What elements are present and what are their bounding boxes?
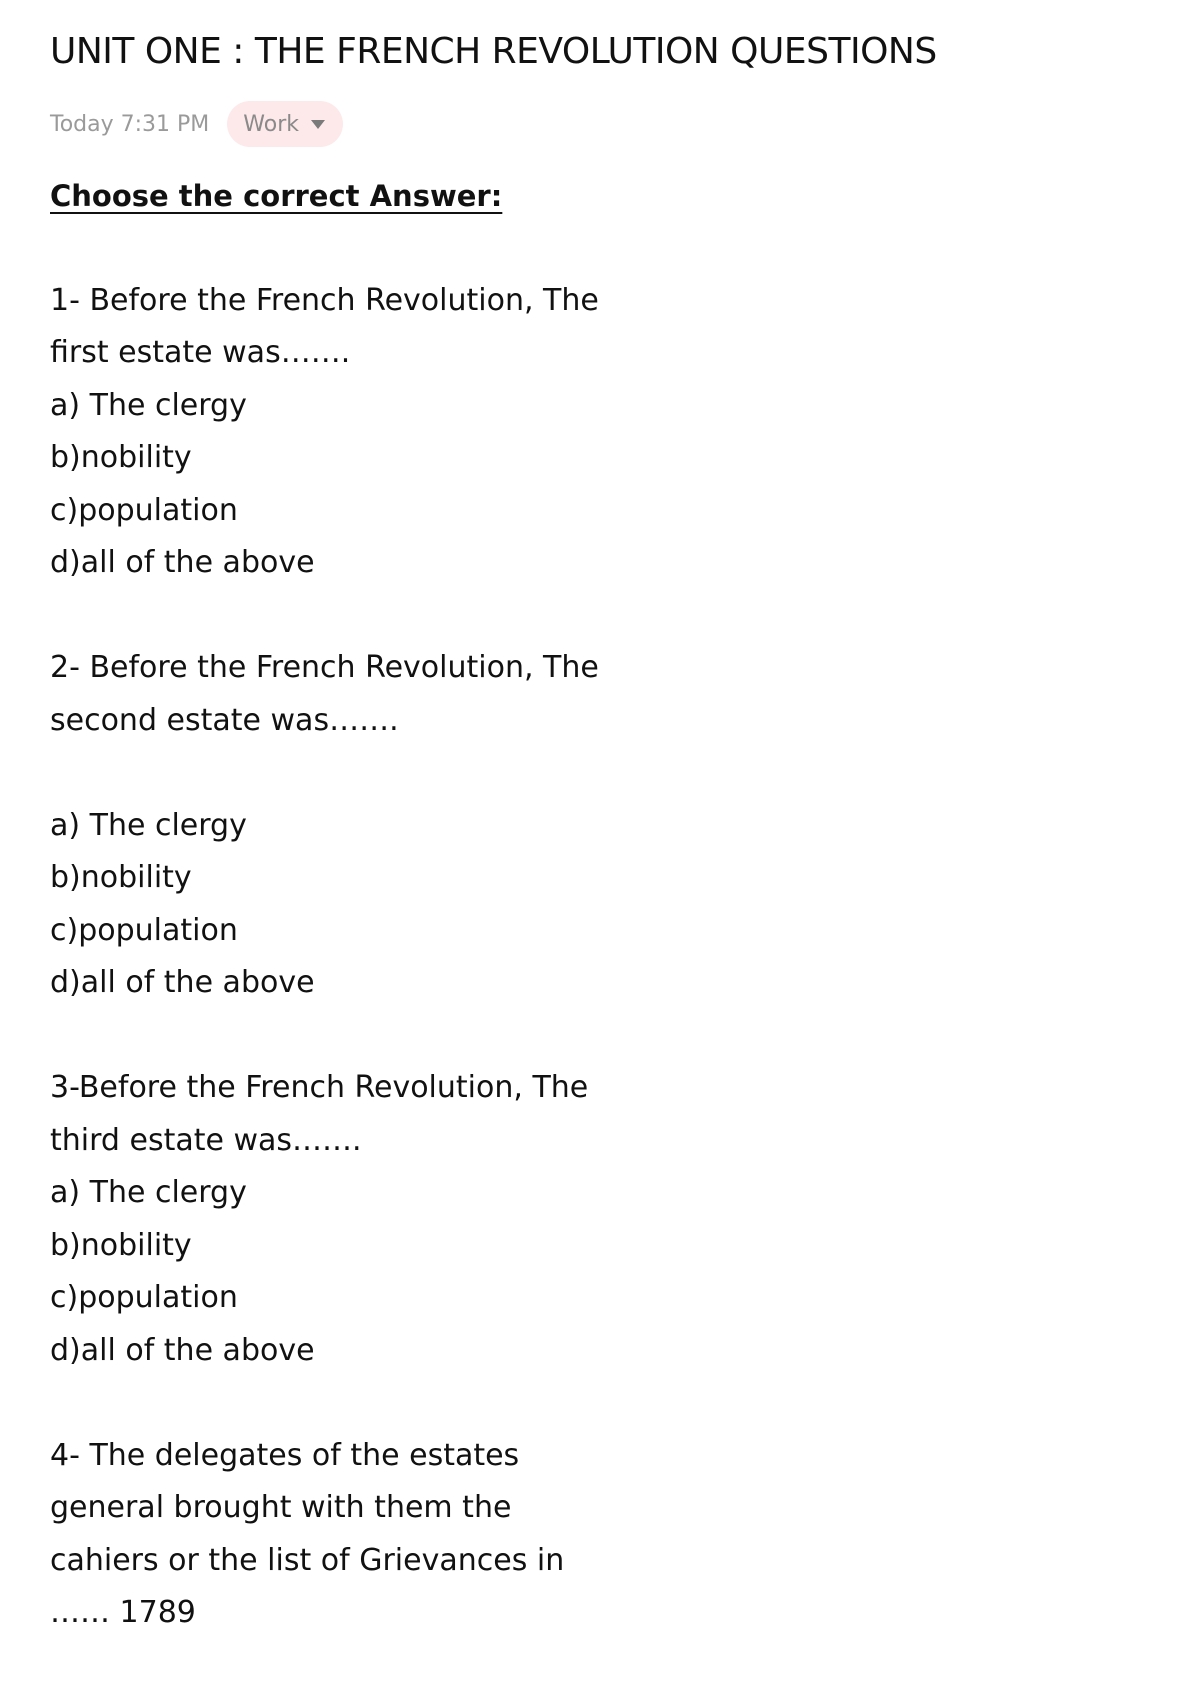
text-line: d)all of the above (50, 965, 315, 1000)
text-line: d)all of the above (50, 1332, 315, 1368)
text-line: first estate was……. (50, 335, 351, 370)
blank-line (50, 590, 1150, 643)
note-timestamp: Today 7:31 PM (50, 111, 210, 137)
category-dropdown[interactable] (227, 101, 343, 147)
note-lines (50, 222, 1150, 1640)
text-line: b)nobility (50, 440, 192, 475)
blank-line (50, 222, 1150, 275)
text-line: 2- Before the French Revolution, The (50, 650, 599, 685)
text-line: …… 1789 (50, 1595, 196, 1630)
text-line: a) The clergy (50, 1175, 247, 1210)
text-line: d)all of the above (50, 545, 315, 580)
note-meta-row (50, 100, 1150, 148)
text-line: 3-Before the French Revolution, The (50, 1070, 589, 1105)
text-line: c)population (50, 912, 238, 948)
text-line: cahiers or the list of Grievances in (50, 1542, 565, 1578)
text-line: b)nobility (50, 860, 192, 895)
text-line: third estate was……. (50, 1122, 362, 1158)
text-line: 1- Before the French Revolution, The (50, 282, 599, 318)
note-editor (50, 28, 1150, 1640)
category-label: Work (243, 111, 299, 137)
text-line: 4- The delegates of the estates (50, 1437, 520, 1473)
text-line: b)nobility (50, 1227, 192, 1263)
text-line: general brought with them the (50, 1490, 512, 1525)
text-line: c)population (50, 1280, 238, 1315)
blank-line (50, 747, 1150, 800)
note-body[interactable] (50, 170, 1150, 1640)
text-line: a) The clergy (50, 807, 247, 843)
note-title[interactable]: UNIT ONE : THE FRENCH REVOLUTION QUESTIONS (50, 31, 937, 72)
instruction-heading: Choose the correct Answer: (50, 179, 503, 213)
text-line: a) The clergy (50, 387, 247, 423)
blank-line (50, 1377, 1150, 1430)
blank-line (50, 1010, 1150, 1063)
text-line: c)population (50, 492, 238, 528)
chevron-down-icon (311, 120, 325, 129)
text-line: second estate was……. (50, 702, 399, 738)
